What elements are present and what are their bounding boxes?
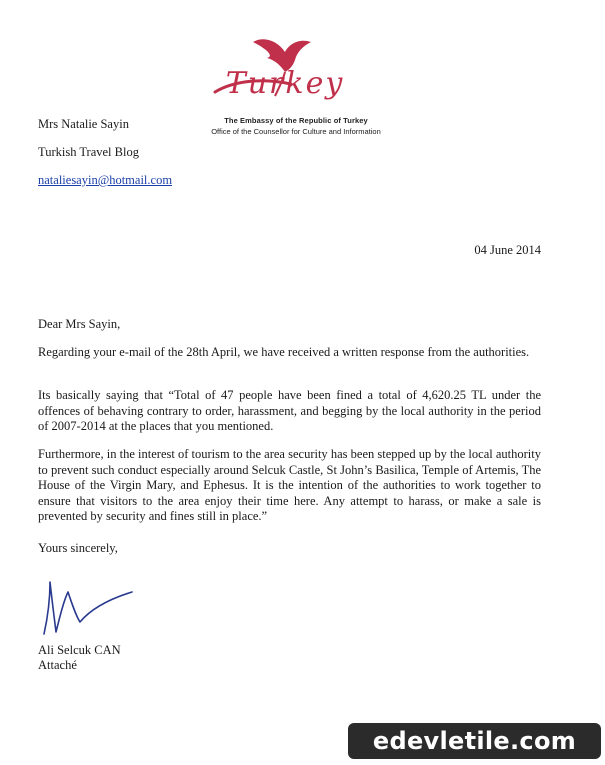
office-name: Office of the Counsellor for Culture and Information — [211, 127, 381, 136]
turkey-logo — [205, 30, 365, 120]
recipient-organization: Turkish Travel Blog — [38, 145, 139, 159]
recipient-name: Mrs Natalie Sayin — [38, 117, 129, 131]
signer-title: Attaché — [38, 658, 77, 672]
paragraph-2: Its basically saying that “Total of 47 people have been fined a total of 4,620.25 TL under the offences of behaving contrary to order, harassment, and begging by the local authority in the period of 2007-2014 at the places that you mentioned. — [38, 388, 541, 433]
recipient-email-link[interactable]: nataliesayin@hotmail.com — [38, 173, 173, 187]
embassy-heading — [196, 116, 396, 136]
paragraph-3: Furthermore, in the interest of tourism to the area security has been stepped up by the local authority to prevent such conduct especially around Selcuk Castle, St John’s Basilica, Temple of Artemis, The House of the Virgin Mary, and Ephesus. It is the intention of the authorities to work together to ensure that visitors to the area enjoy their time here. Any attempt to harass, or make a sale is prevented by security and fines still in place.” — [38, 447, 541, 523]
handwritten-signature — [34, 572, 144, 642]
signer-name: Ali Selcuk CAN — [38, 643, 121, 657]
closing: Yours sincerely, — [38, 541, 118, 555]
site-watermark[interactable]: edevletile.com — [348, 723, 601, 759]
paragraph-1: Regarding your e-mail of the 28th April, we have received a written response from the authorities. — [38, 345, 530, 359]
embassy-name: The Embassy of the Republic of Turkey — [224, 116, 368, 125]
logo-wordmark: Turkey — [225, 66, 345, 101]
letter-date: 04 June 2014 — [474, 243, 541, 257]
salutation: Dear Mrs Sayin, — [38, 317, 121, 331]
